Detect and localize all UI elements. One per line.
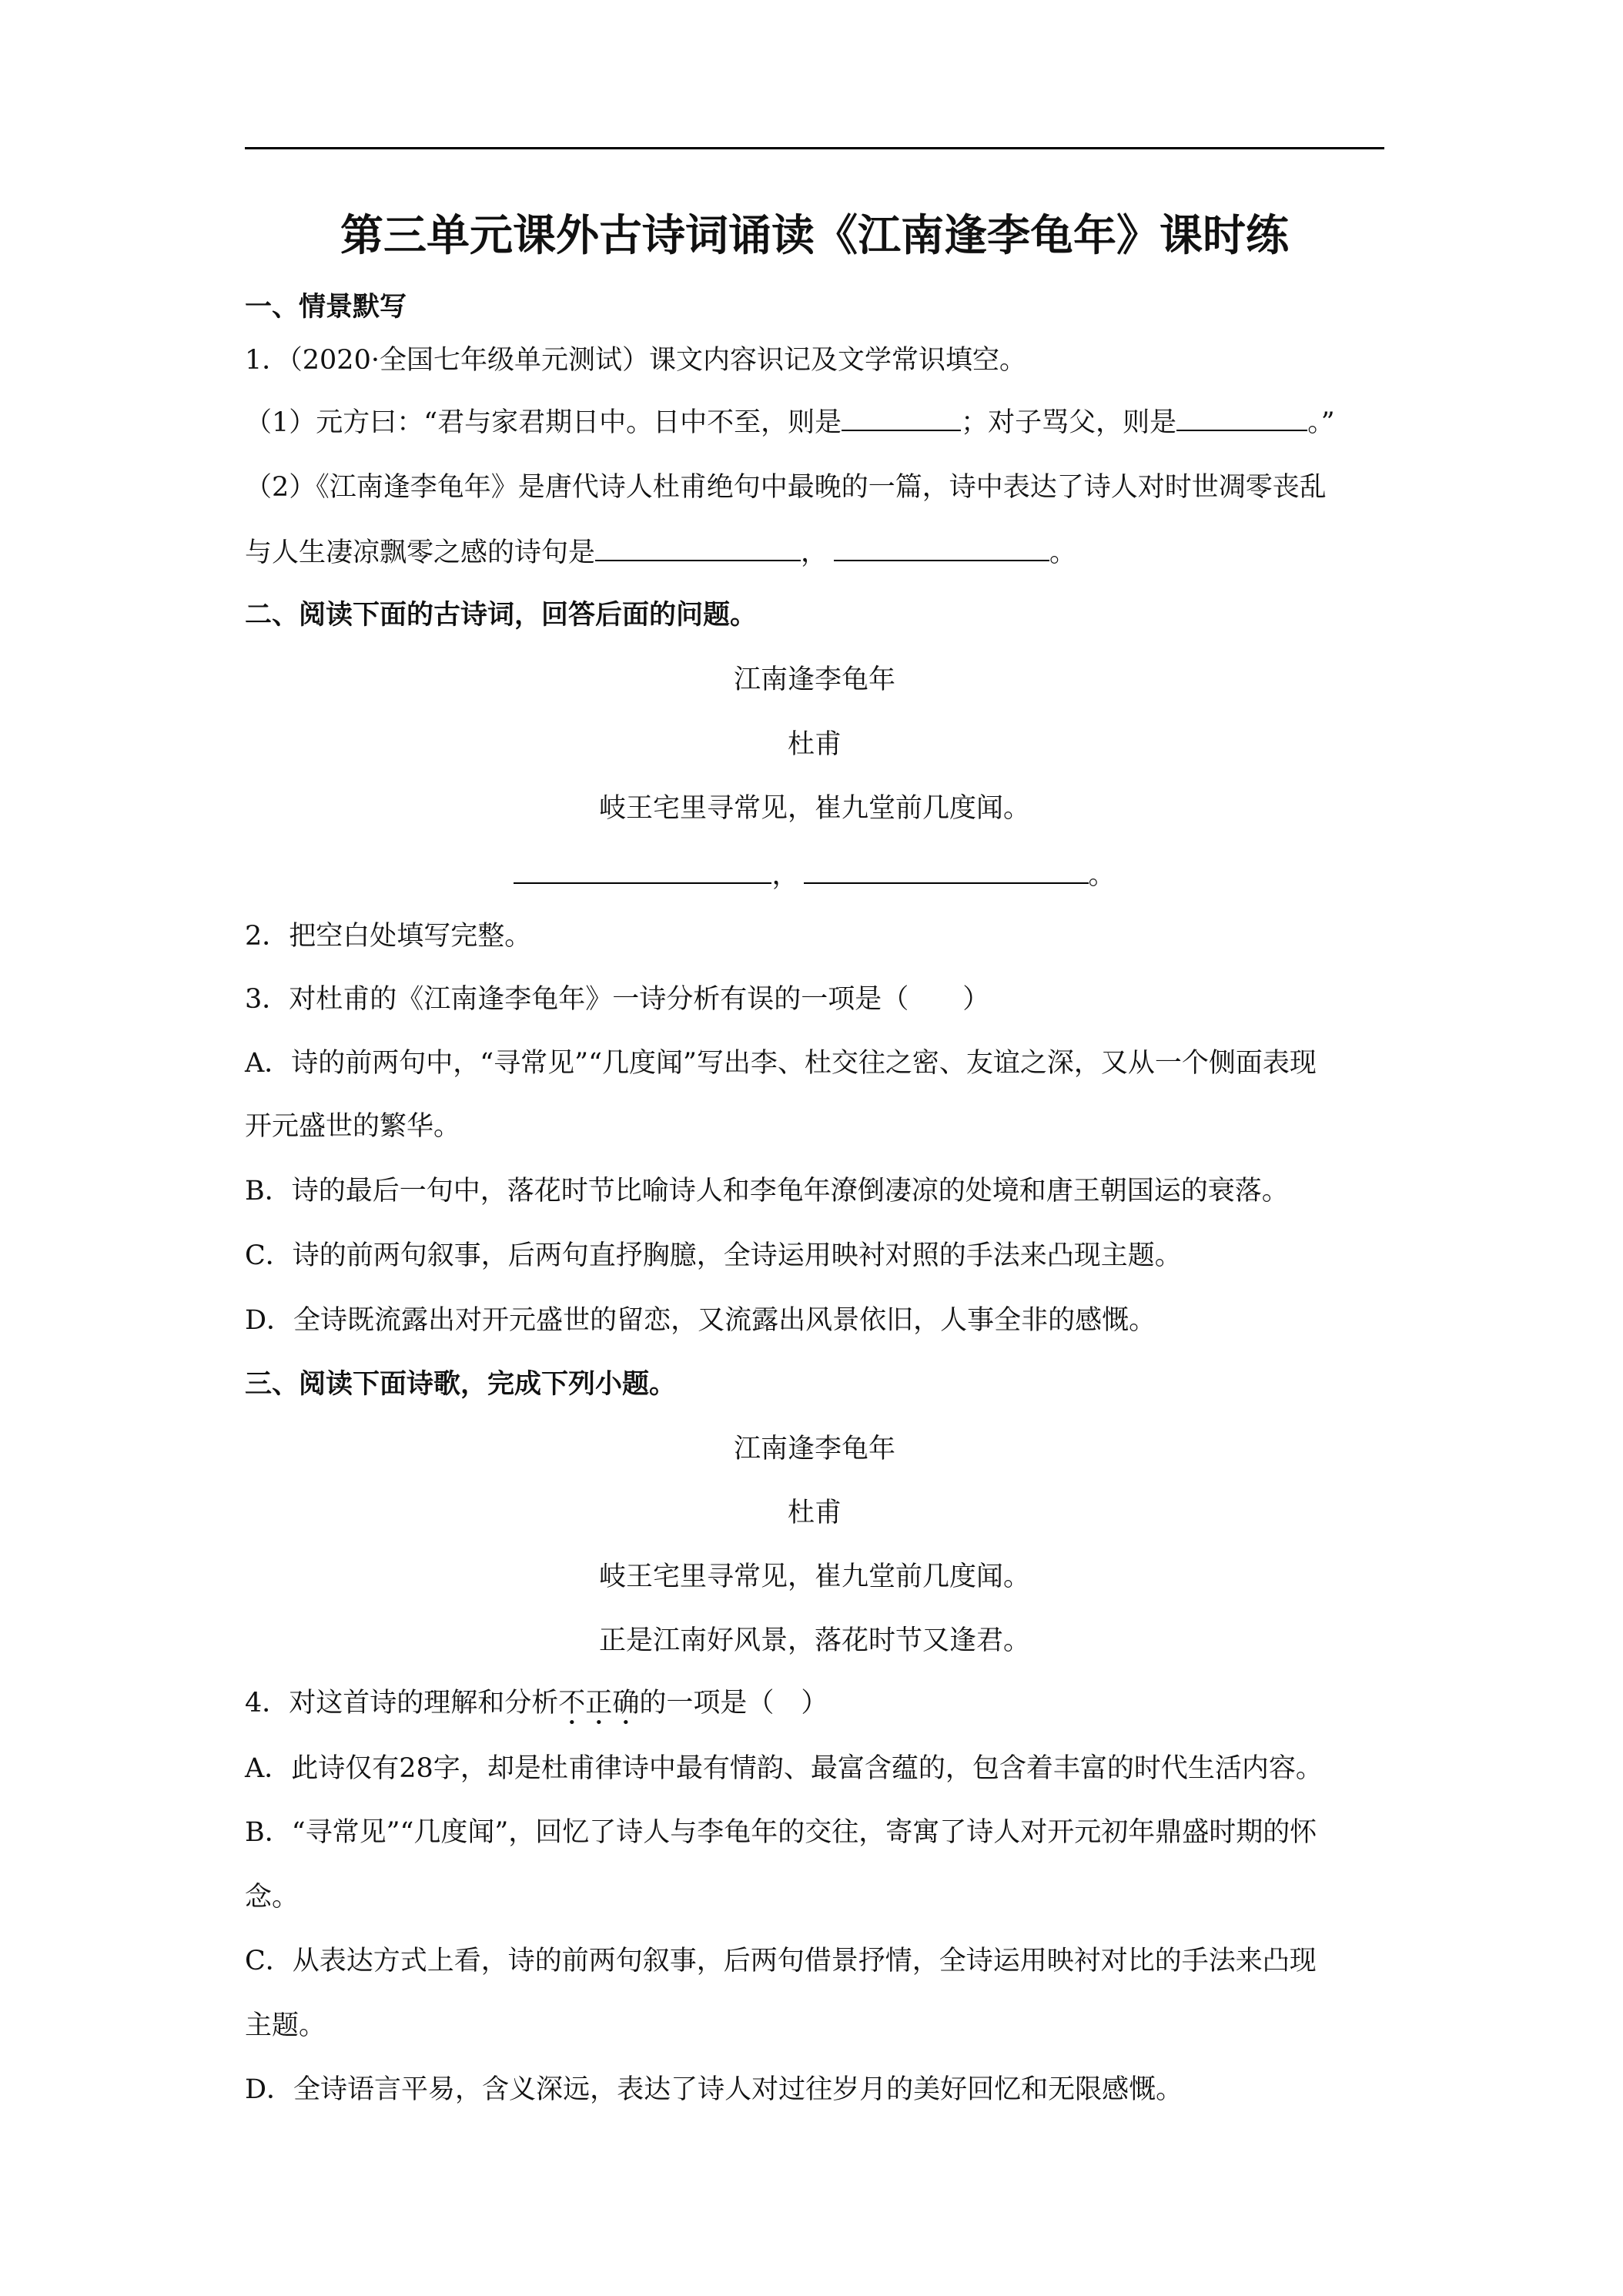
answer-blank[interactable] <box>1176 402 1307 431</box>
question-4-option-b-line-1: B．“寻常见”“几度闻”，回忆了诗人与李龟年的交往，寄寓了诗人对开元初年鼎盛时期的怀 <box>245 1817 1317 1848</box>
question-4 <box>245 1684 1384 1722</box>
question-2: 2．把空白处填写完整。 <box>245 921 532 952</box>
emphasis-char: 不 <box>558 1688 586 1719</box>
answer-blank[interactable] <box>804 855 1089 884</box>
question-3: 3．对杜甫的《江南逢李龟年》一诗分析有误的一项是（ ） <box>245 984 990 1015</box>
question-4-option-d: D．全诗语言平易，含义深远，表达了诗人对过往岁月的美好回忆和无限感慨。 <box>245 2074 1183 2105</box>
poem-line: 岐王宅里寻常见，崔九堂前几度闻。 <box>598 793 1030 824</box>
question-1-part-2-line-1: （2）《江南逢李龟年》是唐代诗人杜甫绝句中最晚的一篇，诗中表达了诗人对时世凋零丧乱 <box>245 472 1327 503</box>
question-1-part-2-line-2 <box>245 532 1384 572</box>
poem-line: 岐王宅里寻常见，崔九堂前几度闻。 <box>598 1561 1030 1592</box>
section-3-heading: 三、阅读下面诗歌，完成下列小题。 <box>245 1369 677 1400</box>
answer-blank[interactable] <box>514 855 771 884</box>
question-3-option-d: D．全诗既流露出对开元盛世的留恋，又流露出风景依旧，人事全非的感慨。 <box>245 1305 1156 1336</box>
poem-line: 正是江南好风景，落花时节又逢君。 <box>598 1625 1030 1656</box>
header-rule <box>245 147 1384 149</box>
question-1-part-2-text: 与人生凄凉飘零之感的诗句是 <box>245 537 596 568</box>
poem-author: 杜甫 <box>787 729 842 760</box>
poem-title: 江南逢李龟年 <box>733 1434 895 1464</box>
page-title: 第三单元课外古诗词诵读《江南逢李龟年》课时练 <box>340 210 1289 261</box>
section-2-heading: 二、阅读下面的古诗词，回答后面的问题。 <box>245 600 758 631</box>
answer-blank[interactable] <box>842 402 961 431</box>
question-4-text: 4．对这首诗的理解和分析 <box>245 1688 559 1719</box>
question-1-part-2-text: 。 <box>1049 537 1077 568</box>
question-4-option-b-line-2: 念。 <box>245 1882 300 1913</box>
answer-blank[interactable] <box>595 532 801 561</box>
question-3-option-a-line-1: A．诗的前两句中，“寻常见”“几度闻”写出李、杜交往之密、友谊之深，又从一个侧面表现 <box>245 1048 1317 1079</box>
question-4-option-c-line-1: C．从表达方式上看，诗的前两句叙事，后两句借景抒情，全诗运用映衬对比的手法来凸现 <box>245 1946 1317 1976</box>
question-1-part-1-text: （1）元方曰：“君与家君期日中。日中不至，则是 <box>245 407 842 438</box>
question-4-text: 的一项是（ ） <box>639 1688 828 1719</box>
poem-blank-separator: ， <box>771 860 799 891</box>
emphasis-char: 确 <box>612 1688 640 1719</box>
question-1-stem: 1．（2020·全国七年级单元测试）课文内容识记及文学常识填空。 <box>245 345 1026 376</box>
question-1-part-1 <box>245 402 1384 442</box>
question-3-option-a-line-2: 开元盛世的繁华。 <box>245 1111 461 1142</box>
question-3-option-c: C．诗的前两句叙事，后两句直抒胸臆，全诗运用映衬对照的手法来凸现主题。 <box>245 1240 1182 1271</box>
section-1-heading: 一、情景默写 <box>245 292 407 323</box>
poem-blank-end: 。 <box>1088 860 1116 891</box>
question-1-part-2-text: ， <box>801 537 828 568</box>
question-1-part-1-text: 。” <box>1307 407 1335 438</box>
question-4-option-a: A．此诗仅有28字，却是杜甫律诗中最有情韵、最富含蕴的，包含着丰富的时代生活内容。 <box>245 1753 1323 1784</box>
question-1-part-1-text: ；对子骂父，则是 <box>961 407 1177 438</box>
question-4-option-c-line-2: 主题。 <box>245 2010 326 2041</box>
answer-blank[interactable] <box>834 532 1049 561</box>
emphasis-char: 正 <box>585 1688 613 1719</box>
question-3-option-b: B．诗的最后一句中，落花时节比喻诗人和李龟年潦倒凄凉的处境和唐王朝国运的衰落。 <box>245 1176 1289 1207</box>
poem-blank-line <box>245 855 1384 895</box>
poem-title: 江南逢李龟年 <box>733 664 895 695</box>
poem-author: 杜甫 <box>787 1498 842 1528</box>
